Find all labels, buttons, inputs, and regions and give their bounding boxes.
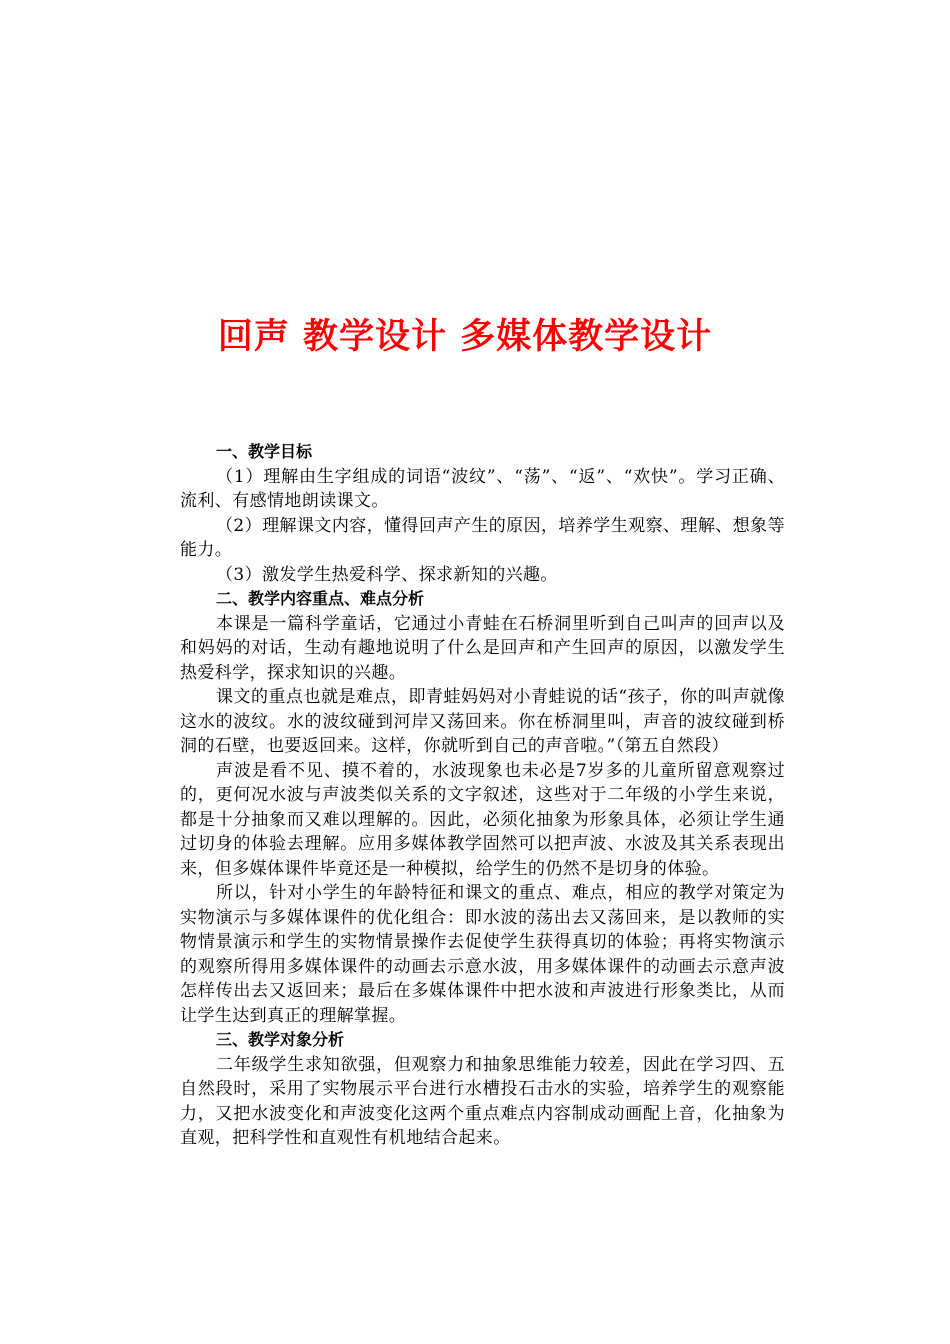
section-heading-key-points: 二、教学内容重点、难点分析	[216, 589, 425, 608]
paragraph: （2）理解课文内容，懂得回声产生的原因，培养学生观察、理解、想象等能力。	[180, 515, 785, 560]
paragraph: 二年级学生求知欲强，但观察力和抽象思维能力较差，因此在学习四、五自然段时，采用了实物展示平台进行水槽投石击水的实验，培养学生的观察能力，又把水波变化和声波变化这两个重点难点内容制成动画配上音，化抽象为直观，把科学性和直观性有机地结合起来。	[180, 1054, 785, 1148]
paragraph: 所以，针对小学生的年龄特征和课文的重点、难点，相应的教学对策定为实物演示与多媒体课件的优化组合：即水波的荡出去又荡回来，是以教师的实物情景演示和学生的实物情景操作去促使学生获得真切的体验；再将实物演示的观察所得用多媒体课件的动画去示意水波，用多媒体课件的动画去示意声波怎样传出去又返回来；最后在多媒体课件中把水波和声波进行形象类比，从而让学生达到真正的理解掌握。	[180, 883, 785, 1026]
document-body	[180, 440, 785, 1151]
paragraph: 声波是看不见、摸不着的，水波现象也未必是7岁多的儿童所留意观察过的，更何况水波与声波类似关系的文字叙述，这些对于二年级的小学生来说，都是十分抽象而又难以理解的。因此，必须化抽象为形象具体，必须让学生通过切身的体验去理解。应用多媒体教学固然可以把声波、水波及其关系表现出来，但多媒体课件毕竟还是一种模拟，给学生的仍然不是切身的体验。	[180, 760, 785, 879]
paragraph: 课文的重点也就是难点，即青蛙妈妈对小青蛙说的话“孩子，你的叫声就像这水的波纹。水的波纹碰到河岸又荡回来。你在桥洞里叫，声音的波纹碰到桥洞的石壁，也要返回来。这样，你就听到自己的声音啦。”（第五自然段）	[180, 687, 785, 756]
document-title: 回声 教学设计 多媒体教学设计	[217, 317, 713, 357]
section-heading-objectives: 一、教学目标	[216, 442, 313, 461]
paragraph: （1）理解由生字组成的词语“波纹”、“荡”、“返”、“欢快”。学习正确、流利、有感情地朗读课文。	[180, 466, 785, 511]
paragraph: 本课是一篇科学童话，它通过小青蛙在石桥洞里听到自己叫声的回声以及和妈妈的对话，生动有趣地说明了什么是回声和产生回声的原因，以激发学生热爱科学，探求知识的兴趣。	[180, 613, 785, 683]
paragraph: （3）激发学生热爱科学、探求新知的兴趣。	[216, 564, 558, 585]
section-heading-learners: 三、教学对象分析	[216, 1030, 345, 1049]
